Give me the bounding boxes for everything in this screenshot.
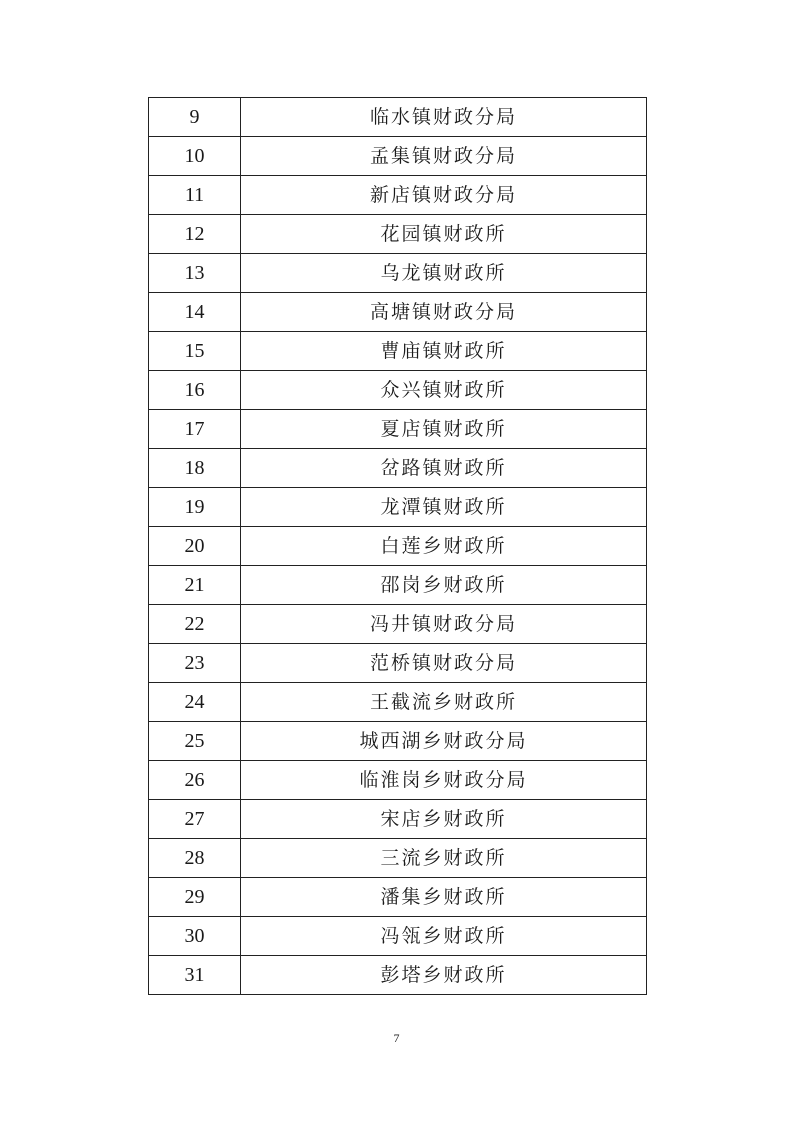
office-name: 高塘镇财政分局 [241,293,647,332]
row-number: 30 [149,917,241,956]
office-name: 乌龙镇财政所 [241,254,647,293]
office-name: 白莲乡财政所 [241,527,647,566]
row-number: 22 [149,605,241,644]
office-name: 范桥镇财政分局 [241,644,647,683]
office-name: 临水镇财政分局 [241,98,647,137]
row-number: 19 [149,488,241,527]
row-number: 11 [149,176,241,215]
office-name: 彭塔乡财政所 [241,956,647,995]
row-number: 15 [149,332,241,371]
row-number: 13 [149,254,241,293]
office-name: 三流乡财政所 [241,839,647,878]
table-body [149,98,647,995]
office-name: 众兴镇财政所 [241,371,647,410]
table-row [149,917,647,956]
table-row [149,332,647,371]
table-row [149,98,647,137]
office-name: 岔路镇财政所 [241,449,647,488]
office-name: 曹庙镇财政所 [241,332,647,371]
row-number: 25 [149,722,241,761]
page-number: 7 [393,1031,400,1045]
row-number: 21 [149,566,241,605]
table-row [149,800,647,839]
office-name: 夏店镇财政所 [241,410,647,449]
table-row [149,683,647,722]
table-row [149,644,647,683]
table-row [149,527,647,566]
table-row [149,878,647,917]
row-number: 12 [149,215,241,254]
table-row [149,488,647,527]
office-name: 新店镇财政分局 [241,176,647,215]
office-name: 冯井镇财政分局 [241,605,647,644]
office-name: 邵岗乡财政所 [241,566,647,605]
office-name: 花园镇财政所 [241,215,647,254]
row-number: 17 [149,410,241,449]
office-list-table [148,97,647,995]
row-number: 9 [149,98,241,137]
table-row [149,761,647,800]
row-number: 10 [149,137,241,176]
row-number: 23 [149,644,241,683]
table-row [149,605,647,644]
table-row [149,410,647,449]
office-name: 宋店乡财政所 [241,800,647,839]
table-row [149,215,647,254]
table-row [149,293,647,332]
table-row [149,722,647,761]
office-name: 王截流乡财政所 [241,683,647,722]
row-number: 16 [149,371,241,410]
table-row [149,566,647,605]
row-number: 28 [149,839,241,878]
office-name: 孟集镇财政分局 [241,137,647,176]
row-number: 26 [149,761,241,800]
row-number: 27 [149,800,241,839]
table-row [149,449,647,488]
office-name: 临淮岗乡财政分局 [241,761,647,800]
table-row [149,956,647,995]
row-number: 24 [149,683,241,722]
table-row [149,371,647,410]
table-row [149,254,647,293]
table-row [149,176,647,215]
office-name: 潘集乡财政所 [241,878,647,917]
table-row [149,137,647,176]
table-row [149,839,647,878]
office-name: 龙潭镇财政所 [241,488,647,527]
row-number: 31 [149,956,241,995]
row-number: 14 [149,293,241,332]
office-name: 冯瓴乡财政所 [241,917,647,956]
office-name: 城西湖乡财政分局 [241,722,647,761]
row-number: 18 [149,449,241,488]
row-number: 29 [149,878,241,917]
row-number: 20 [149,527,241,566]
